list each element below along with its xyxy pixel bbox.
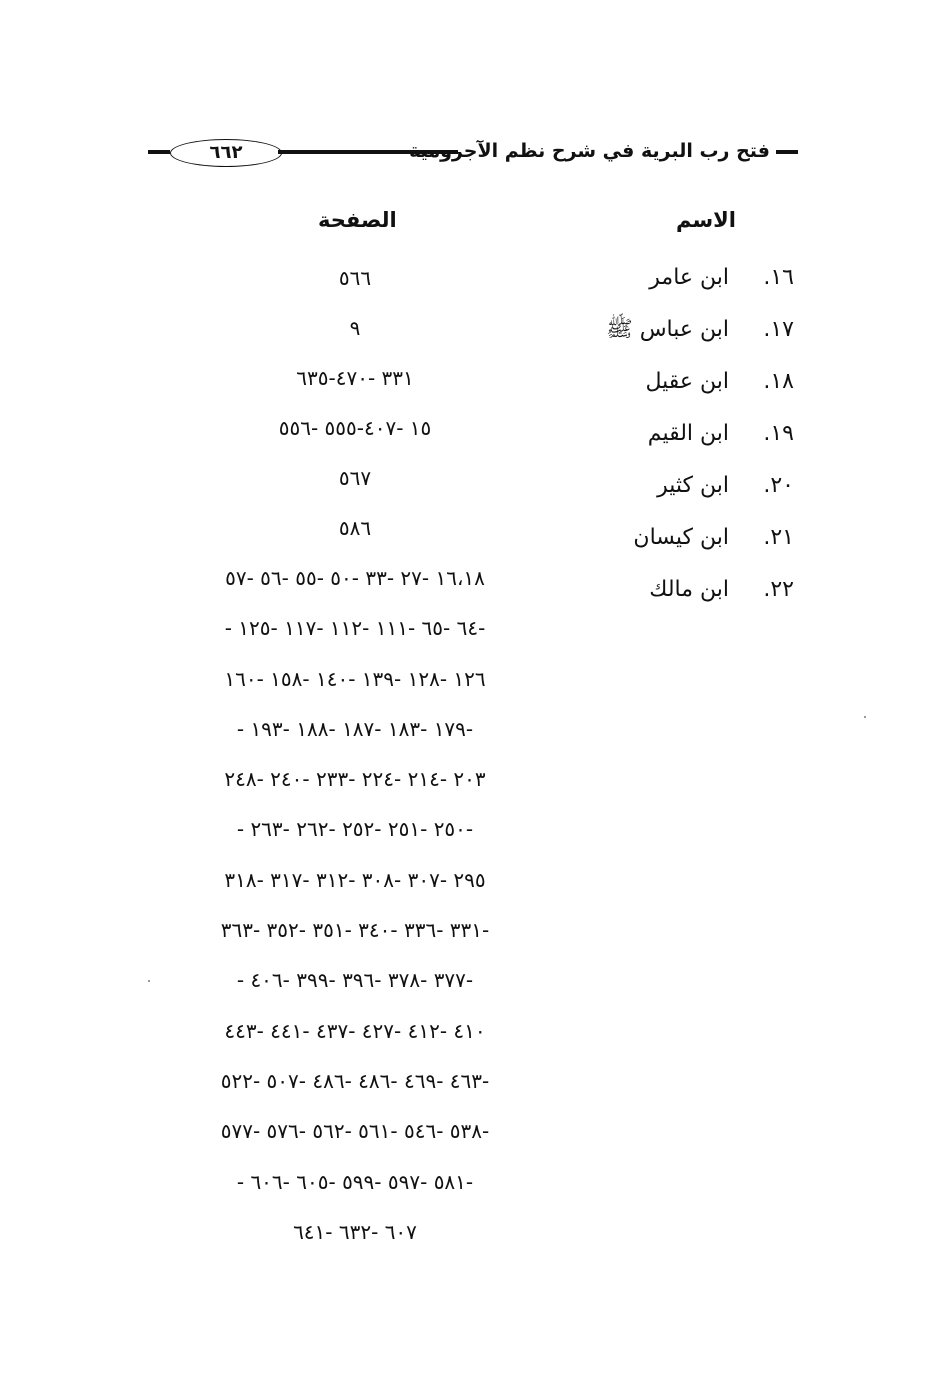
list-item — [554, 522, 794, 574]
scan-speck — [864, 716, 866, 718]
running-header — [148, 133, 800, 173]
entry-pages-continued: -٣٣١ -٣٣٦ -٣٤٠ -٣٥١ -٣٥٢ -٣٦٣ — [220, 918, 490, 943]
entry-number: ١٦. — [763, 265, 794, 290]
entry-pages-continued: -٥٣٨ -٥٤٦ -٥٦١ -٥٦٢ -٥٧٦ -٥٧٧ — [220, 1119, 490, 1144]
entry-pages: ١٥ -٤٠٧-٥٥٥ -٥٥٦ — [278, 416, 432, 440]
list-item — [554, 470, 794, 522]
entry-pages: ٥٦٧ — [338, 466, 372, 490]
entry-pages-continued: -٥٨١ -٥٩٧ -٥٩٩ -٦٠٥ -٦٠٦ - — [236, 1169, 474, 1194]
entry-pages: ٣٣١ -٤٧٠-٦٣٥ — [296, 366, 414, 390]
entry-pages: ١٦،١٨ -٢٧ -٣٣ -٥٠ -٥٥ -٥٦ -٥٧ — [225, 566, 485, 590]
entry-number: ١٨. — [763, 369, 794, 394]
entry-name: ابن مالك — [649, 577, 729, 602]
entry-pages-continued: ٢٩٥ -٣٠٧ -٣٠٨ -٣١٢ -٣١٧ -٣١٨ — [224, 867, 486, 892]
entry-pages-continued: -٣٧٧ -٣٧٨ -٣٩٦ -٣٩٩ -٤٠٦ - — [236, 968, 474, 993]
entry-pages-continued: -٦٤ -٦٥ -١١١ -١١٢ -١١٧ -١٢٥ - — [224, 616, 486, 641]
header-rule-right — [776, 150, 798, 154]
entry-name: ابن القيم — [647, 421, 729, 446]
list-item — [554, 262, 794, 314]
entry-pages: ٩ — [349, 316, 361, 340]
header-rule-left — [148, 150, 170, 154]
entry-pages-continued: ٦٠٧ -٦٣٢ -٦٤١ — [293, 1219, 417, 1244]
entry-pages-continued: -١٧٩ -١٨٣ -١٨٧ -١٨٨ -١٩٣ - — [236, 716, 474, 741]
name-column-heading: الاسم — [676, 208, 736, 232]
entry-pages-continued: ١٢٦ -١٢٨ -١٣٩ -١٤٠ -١٥٨ -١٦٠ — [224, 666, 486, 691]
name-list — [554, 262, 794, 626]
entry-number: ٢٠. — [763, 473, 794, 498]
entry-number: ١٧. — [763, 317, 794, 342]
entry-pages-continued: -٢٥٠ -٢٥١ -٢٥٢ -٢٦٢ -٢٦٣ - — [236, 817, 474, 842]
entry-name: ابن عقيل — [645, 369, 729, 394]
entry-number: ١٩. — [763, 421, 794, 446]
page-number: ٦٦٢ — [170, 139, 282, 167]
scan-speck — [148, 980, 150, 982]
entry-number: ٢٢. — [763, 577, 794, 602]
entry-name: ابن عباس ﷺ — [606, 317, 729, 342]
entry-pages: ٥٦٦ — [338, 266, 372, 290]
entry-number: ٢١. — [763, 525, 794, 550]
list-item — [554, 418, 794, 470]
entry-name: ابن كيسان — [633, 525, 729, 550]
entry-pages: ٥٨٦ — [338, 516, 372, 540]
list-item — [554, 574, 794, 626]
entry-pages-continued: -٤٦٣ -٤٦٩ -٤٨٦ -٤٨٦ -٥٠٧ -٥٢٢ — [220, 1068, 490, 1093]
page-column-heading: الصفحة — [318, 208, 397, 232]
list-item — [554, 366, 794, 418]
entry-name: ابن عامر — [649, 265, 729, 290]
book-title: فتح رب البرية في شرح نظم الآجرومية — [409, 140, 770, 162]
page-references — [180, 262, 530, 1266]
entry-name: ابن كثير — [657, 473, 729, 498]
list-item — [554, 314, 794, 366]
entry-pages-continued: ٢٠٣ -٢١٤ -٢٢٤ -٢٣٣ -٢٤٠ -٢٤٨ — [224, 767, 486, 792]
entry-pages-continued: ٤١٠ -٤١٢ -٤٢٧ -٤٣٧ -٤٤١ -٤٤٣ — [224, 1018, 486, 1043]
